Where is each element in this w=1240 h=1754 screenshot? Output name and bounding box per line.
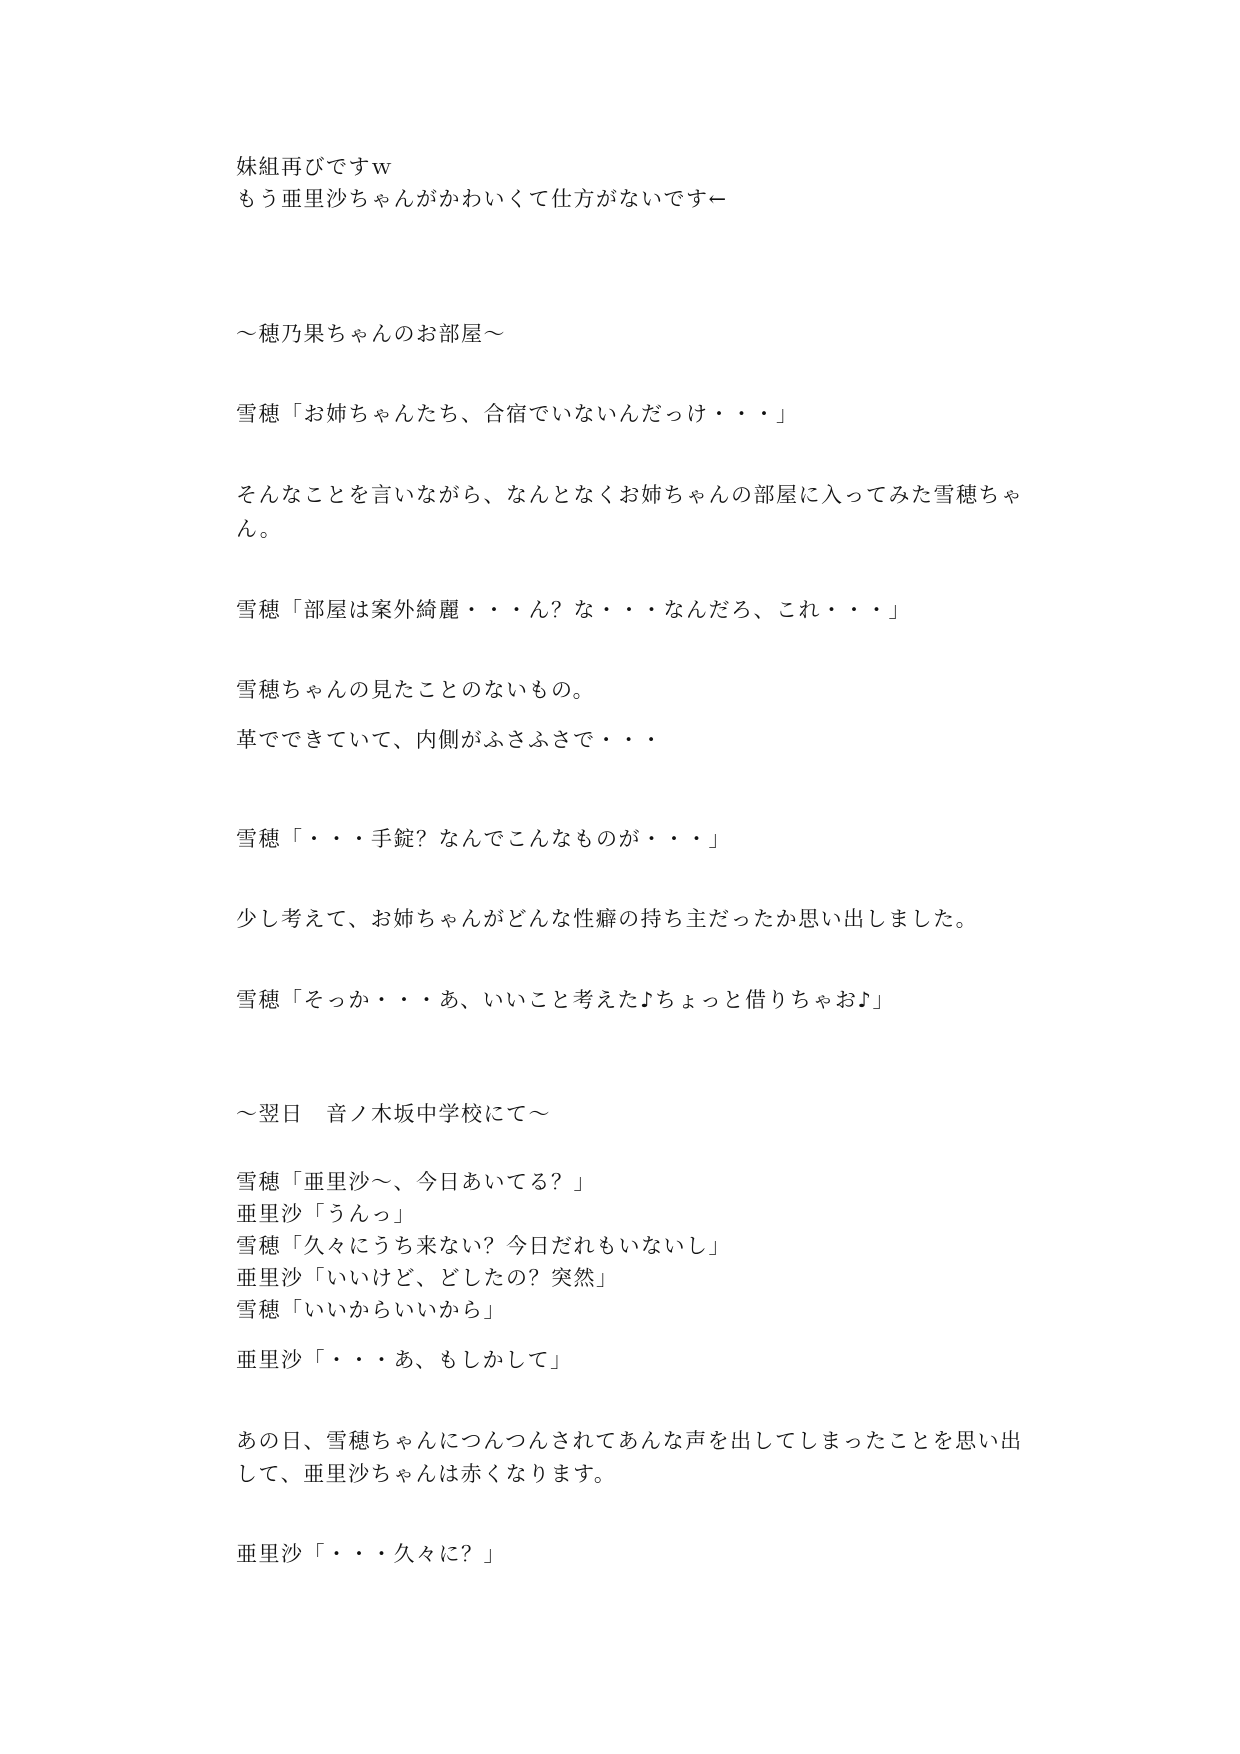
narration-line: 革でできていて、内側がふさふさで・・・ bbox=[236, 728, 664, 752]
dialogue-line: 雪穂「部屋は案外綺麗・・・ん？な・・・なんだろ、これ・・・」 bbox=[236, 598, 911, 622]
dialogue-line: 亜里沙「いいけど、どしたの？突然」 bbox=[236, 1266, 619, 1290]
narration-line: そんなことを言いながら、なんとなくお姉ちゃんの部屋に入ってみた雪穂ちゃ bbox=[236, 483, 1024, 507]
narration-line: して、亜里沙ちゃんは赤くなります。 bbox=[236, 1462, 617, 1486]
dialogue-line: 雪穂「久々にうち来ない？今日だれもいないし」 bbox=[236, 1234, 731, 1258]
text-line: もう亜里沙ちゃんがかわいくて仕方がないです← bbox=[236, 187, 728, 211]
text-line: 妹組再びですｗ bbox=[236, 155, 394, 179]
narration-line: ん。 bbox=[236, 517, 283, 541]
narration-line: あの日、雪穂ちゃんにつんつんされてあんな声を出してしまったことを思い出 bbox=[236, 1429, 1023, 1453]
narration-line: 雪穂ちゃんの見たことのないもの。 bbox=[236, 678, 596, 702]
dialogue-line: 雪穂「・・・手錠？なんでこんなものが・・・」 bbox=[236, 827, 731, 851]
dialogue-line: 雪穂「お姉ちゃんたち、合宿でいないんだっけ・・・」 bbox=[236, 402, 799, 426]
dialogue-line: 雪穂「そっか・・・あ、いいこと考えた♪ちょっと借りちゃお♪」 bbox=[236, 988, 895, 1012]
dialogue-line: 亜里沙「うんっ」 bbox=[236, 1202, 416, 1226]
dialogue-line: 亜里沙「・・・久々に？」 bbox=[236, 1542, 506, 1566]
section-heading: ～翌日 音ノ木坂中学校にて～ bbox=[236, 1102, 551, 1126]
dialogue-line: 亜里沙「・・・あ、もしかして」 bbox=[236, 1348, 573, 1372]
section-heading: ～穂乃果ちゃんのお部屋～ bbox=[236, 322, 506, 346]
narration-line: 少し考えて、お姉ちゃんがどんな性癖の持ち主だったか思い出しました。 bbox=[236, 907, 979, 931]
dialogue-line: 雪穂「亜里沙～、今日あいてる？」 bbox=[236, 1170, 596, 1194]
dialogue-line: 雪穂「いいからいいから」 bbox=[236, 1298, 506, 1322]
